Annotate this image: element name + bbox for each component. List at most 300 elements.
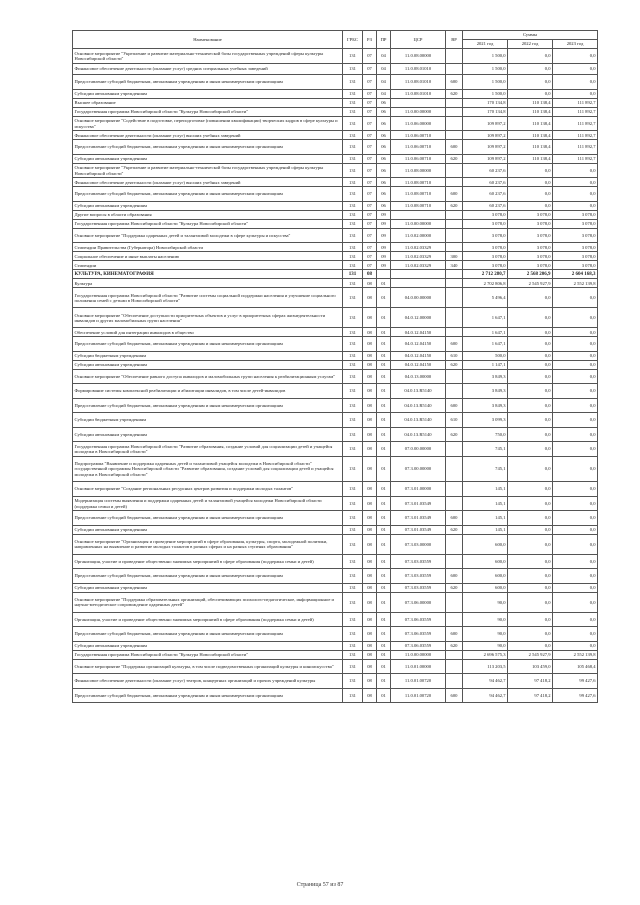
- cell-2022: 3 078,0: [508, 261, 553, 270]
- cell-rz: 08: [363, 270, 377, 279]
- cell-pr: 09: [377, 210, 391, 219]
- header-year-2021: 2021 год: [463, 40, 508, 49]
- cell-csr: [391, 98, 446, 107]
- cell-pr: 01: [377, 442, 391, 457]
- table-row: [73, 228, 598, 243]
- cell-2023: 0,0: [553, 187, 598, 202]
- cell-rz: 08: [363, 569, 377, 584]
- table-row: [73, 650, 598, 659]
- cell-2022: 0,0: [508, 63, 553, 75]
- cell-2021: 3 099,3: [463, 413, 508, 428]
- cell-2021: 750,0: [463, 427, 508, 442]
- header-name: Наименование: [73, 31, 343, 49]
- header-csr: ЦСР: [391, 31, 446, 49]
- cell-name: Финансовое обеспечение деятельности (оказание услуг) высших учебных заведений: [73, 131, 343, 140]
- cell-2021: 3 078,0: [463, 243, 508, 252]
- table-row: [73, 270, 598, 279]
- cell-grbs: 131: [343, 496, 363, 511]
- cell-2023: 0,0: [553, 337, 598, 352]
- cell-2022: 97 418,2: [508, 674, 553, 689]
- cell-csr: 04.0.13.R5140: [391, 398, 446, 413]
- cell-csr: 04.0.12.04150: [391, 328, 446, 337]
- table-row: [73, 63, 598, 75]
- table-row: [73, 569, 598, 584]
- cell-name: Финансовое обеспечение деятельности (оказание услуг) театров, концертных организаций и прочих учреждений культуры: [73, 674, 343, 689]
- cell-2022: 3 078,0: [508, 219, 553, 228]
- cell-vr: 620: [446, 201, 463, 210]
- cell-2023: 111 892,7: [553, 154, 598, 163]
- cell-vr: 600: [446, 140, 463, 155]
- table-row: [73, 659, 598, 674]
- cell-rz: 07: [363, 107, 377, 116]
- cell-2021: 60 237,6: [463, 178, 508, 187]
- cell-2023: 0,0: [553, 360, 598, 369]
- cell-csr: 07.3.00.00000: [391, 456, 446, 482]
- cell-pr: 01: [377, 328, 391, 337]
- cell-csr: 11.0.02.00000: [391, 228, 446, 243]
- cell-grbs: 131: [343, 569, 363, 584]
- cell-rz: 07: [363, 116, 377, 131]
- cell-csr: 04.0.12.04150: [391, 351, 446, 360]
- cell-vr: [446, 554, 463, 569]
- cell-name: Субсидии автономным учреждениям: [73, 427, 343, 442]
- cell-rz: 08: [363, 279, 377, 288]
- cell-csr: 04.0.13.R5140: [391, 384, 446, 399]
- table-row: [73, 496, 598, 511]
- cell-pr: 06: [377, 116, 391, 131]
- cell-2023: 111 892,7: [553, 140, 598, 155]
- cell-csr: 11.0.08.00000: [391, 163, 446, 178]
- cell-csr: 11.0.06.00710: [391, 154, 446, 163]
- cell-pr: 01: [377, 351, 391, 360]
- cell-2021: 3 078,0: [463, 261, 508, 270]
- cell-2021: 600,0: [463, 583, 508, 592]
- cell-vr: 600: [446, 627, 463, 642]
- cell-2023: 99 427,6: [553, 674, 598, 689]
- cell-csr: 11.0.02.03329: [391, 243, 446, 252]
- cell-grbs: 131: [343, 308, 363, 328]
- cell-name: Социальное обеспечение и иные выплаты населению: [73, 252, 343, 261]
- cell-vr: [446, 243, 463, 252]
- cell-vr: [446, 98, 463, 107]
- table-row: [73, 210, 598, 219]
- cell-grbs: 131: [343, 525, 363, 534]
- cell-pr: 01: [377, 427, 391, 442]
- cell-grbs: 131: [343, 442, 363, 457]
- cell-csr: 11.0.08.01010: [391, 75, 446, 90]
- cell-rz: 07: [363, 163, 377, 178]
- cell-rz: 07: [363, 63, 377, 75]
- cell-name: Основное мероприятие "Содействие в подготовке, переподготовке (повышении квалификации) творческих кадров в сфере культуры и искусства": [73, 116, 343, 131]
- cell-rz: 07: [363, 178, 377, 187]
- cell-name: Субсидии автономным учреждениям: [73, 89, 343, 98]
- table-row: [73, 427, 598, 442]
- cell-csr: [391, 279, 446, 288]
- cell-vr: 600: [446, 337, 463, 352]
- cell-vr: 620: [446, 89, 463, 98]
- cell-name: Государственная программа Новосибирской области "Развитие системы социальной поддержки населения и улучшение социального положения семей с детьми в Новосибирской области": [73, 288, 343, 308]
- cell-csr: 07.3.06.03559: [391, 612, 446, 627]
- cell-csr: 07.3.06.03559: [391, 641, 446, 650]
- cell-2023: 0,0: [553, 627, 598, 642]
- cell-pr: 01: [377, 384, 391, 399]
- cell-grbs: 131: [343, 75, 363, 90]
- cell-2021: 3 849,3: [463, 369, 508, 384]
- cell-2022: 0,0: [508, 398, 553, 413]
- cell-rz: 07: [363, 154, 377, 163]
- cell-pr: 01: [377, 369, 391, 384]
- cell-rz: 07: [363, 261, 377, 270]
- table-row: [73, 89, 598, 98]
- cell-vr: 620: [446, 427, 463, 442]
- cell-vr: 620: [446, 360, 463, 369]
- cell-pr: 06: [377, 201, 391, 210]
- cell-pr: 06: [377, 107, 391, 116]
- cell-2021: 2 696 575,3: [463, 650, 508, 659]
- table-row: [73, 337, 598, 352]
- cell-pr: 01: [377, 659, 391, 674]
- cell-2021: 90,0: [463, 592, 508, 612]
- cell-name: Основное мероприятие "Обеспечение равного доступа инвалидов и маломобильных групп населения к реабилитационным услугам": [73, 369, 343, 384]
- cell-pr: 01: [377, 337, 391, 352]
- cell-csr: 07.3.01.03549: [391, 511, 446, 526]
- cell-csr: 04.0.00.00000: [391, 288, 446, 308]
- cell-2022: 0,0: [508, 482, 553, 497]
- cell-vr: [446, 49, 463, 64]
- cell-pr: 09: [377, 219, 391, 228]
- cell-pr: 01: [377, 398, 391, 413]
- cell-name: Основное мероприятие "Укрепление и развитие материально-технической базы государственных учреждений сферы культуры Новосибирской области": [73, 49, 343, 64]
- cell-grbs: 131: [343, 360, 363, 369]
- cell-2021: 600,0: [463, 554, 508, 569]
- cell-vr: [446, 288, 463, 308]
- cell-rz: 08: [363, 328, 377, 337]
- cell-vr: 620: [446, 154, 463, 163]
- cell-csr: 11.0.02.03329: [391, 252, 446, 261]
- cell-2021: 3 078,0: [463, 219, 508, 228]
- cell-2022: 0,0: [508, 427, 553, 442]
- cell-vr: [446, 442, 463, 457]
- table-row: [73, 288, 598, 308]
- cell-pr: 06: [377, 131, 391, 140]
- cell-vr: 620: [446, 525, 463, 534]
- cell-csr: 07.3.06.03559: [391, 627, 446, 642]
- cell-pr: 01: [377, 674, 391, 689]
- cell-2022: 0,0: [508, 627, 553, 642]
- cell-2021: 1 147,1: [463, 360, 508, 369]
- table-row: [73, 442, 598, 457]
- cell-pr: 04: [377, 89, 391, 98]
- cell-2023: 0,0: [553, 178, 598, 187]
- cell-grbs: 131: [343, 210, 363, 219]
- cell-rz: 08: [363, 688, 377, 703]
- cell-rz: 07: [363, 89, 377, 98]
- cell-name: Основное мероприятие "Обеспечение доступности приоритетных объектов и услуг в приоритетных сферах жизнедеятельности инвалидов и других маломобильных групп населения": [73, 308, 343, 328]
- table-row: [73, 688, 598, 703]
- cell-2022: 0,0: [508, 554, 553, 569]
- cell-2022: 0,0: [508, 163, 553, 178]
- cell-csr: 11.0.02.03329: [391, 261, 446, 270]
- cell-vr: [446, 456, 463, 482]
- cell-vr: [446, 308, 463, 328]
- cell-2023: 3 078,0: [553, 243, 598, 252]
- table-body: [73, 49, 598, 703]
- table-row: [73, 154, 598, 163]
- table-row: [73, 252, 598, 261]
- header-rz: РЗ: [363, 31, 377, 49]
- cell-rz: 08: [363, 592, 377, 612]
- cell-rz: 08: [363, 337, 377, 352]
- cell-pr: 09: [377, 243, 391, 252]
- cell-vr: [446, 270, 463, 279]
- cell-2021: 60 237,6: [463, 201, 508, 210]
- cell-rz: 08: [363, 482, 377, 497]
- cell-rz: 08: [363, 511, 377, 526]
- cell-2023: 3 078,0: [553, 252, 598, 261]
- cell-vr: 620: [446, 583, 463, 592]
- cell-rz: 07: [363, 228, 377, 243]
- cell-name: Предоставление субсидий бюджетным, автономным учреждениям и иным некоммерческим организациям: [73, 569, 343, 584]
- cell-csr: [391, 210, 446, 219]
- cell-grbs: 131: [343, 482, 363, 497]
- cell-name: Субсидии автономным учреждениям: [73, 525, 343, 534]
- cell-pr: 01: [377, 308, 391, 328]
- cell-2021: 1 500,0: [463, 89, 508, 98]
- table-row: [73, 131, 598, 140]
- cell-pr: 04: [377, 49, 391, 64]
- cell-csr: 11.0.06.00710: [391, 131, 446, 140]
- cell-name: КУЛЬТУРА, КИНЕМАТОГРАФИЯ: [73, 270, 343, 279]
- cell-2022: 0,0: [508, 641, 553, 650]
- cell-csr: 04.0.12.04150: [391, 337, 446, 352]
- cell-name: Основное мероприятие "Поддержка образовательных организаций, обеспечивающих психолого-педагогическое, информационное и научно-методическое сопровождение одаренных детей": [73, 592, 343, 612]
- cell-grbs: 131: [343, 351, 363, 360]
- cell-2021: 113 203,5: [463, 659, 508, 674]
- cell-name: Основное мероприятие "Создание региональных ресурсных центров развития и поддержки молодых талантов": [73, 482, 343, 497]
- cell-2023: 3 078,0: [553, 228, 598, 243]
- cell-pr: 09: [377, 261, 391, 270]
- cell-pr: 01: [377, 650, 391, 659]
- cell-rz: 07: [363, 140, 377, 155]
- cell-2022: 3 078,0: [508, 210, 553, 219]
- table-row: [73, 534, 598, 554]
- cell-grbs: 131: [343, 107, 363, 116]
- cell-name: Субсидии автономным учреждениям: [73, 201, 343, 210]
- cell-rz: 08: [363, 369, 377, 384]
- cell-2022: 0,0: [508, 201, 553, 210]
- cell-2022: 0,0: [508, 89, 553, 98]
- table-row: [73, 627, 598, 642]
- cell-2022: 0,0: [508, 413, 553, 428]
- cell-2021: 1 500,0: [463, 63, 508, 75]
- cell-csr: 07.3.06.00000: [391, 592, 446, 612]
- cell-rz: 07: [363, 187, 377, 202]
- cell-pr: 01: [377, 456, 391, 482]
- table-row: [73, 308, 598, 328]
- cell-2023: 111 892,7: [553, 107, 598, 116]
- cell-2023: 0,0: [553, 525, 598, 534]
- cell-2021: 94 462,7: [463, 674, 508, 689]
- cell-name: Стипендии Правительства (Губернатора) Новосибирской области: [73, 243, 343, 252]
- table-row: [73, 360, 598, 369]
- cell-name: Основное мероприятие "Организация и проведение мероприятий в сфере образования, культуры, спорта, молодежной политики, направленных на выявление и развитие молодых талантов в разных сферах и на разных ступенях образования": [73, 534, 343, 554]
- cell-grbs: 131: [343, 89, 363, 98]
- cell-csr: 11.0.06.00000: [391, 116, 446, 131]
- table-row: [73, 243, 598, 252]
- cell-vr: [446, 482, 463, 497]
- cell-grbs: 131: [343, 131, 363, 140]
- table-row: [73, 201, 598, 210]
- cell-vr: [446, 659, 463, 674]
- cell-vr: [446, 63, 463, 75]
- cell-rz: 08: [363, 442, 377, 457]
- cell-name: Основное мероприятие "Поддержка организаций культуры, в том числе подведомственных организаций культуры и киноискусства": [73, 659, 343, 674]
- cell-2023: 111 892,7: [553, 131, 598, 140]
- cell-grbs: 131: [343, 511, 363, 526]
- cell-2023: 0,0: [553, 75, 598, 90]
- cell-csr: 04.0.12.00000: [391, 308, 446, 328]
- cell-2021: 60 237,6: [463, 187, 508, 202]
- cell-2023: 0,0: [553, 442, 598, 457]
- cell-grbs: 131: [343, 187, 363, 202]
- budget-sheet: [72, 30, 597, 703]
- table-row: [73, 583, 598, 592]
- cell-pr: 01: [377, 279, 391, 288]
- cell-csr: 07.3.03.00000: [391, 534, 446, 554]
- cell-grbs: 131: [343, 178, 363, 187]
- cell-vr: 600: [446, 688, 463, 703]
- cell-2022: 110 138,4: [508, 116, 553, 131]
- cell-grbs: 131: [343, 154, 363, 163]
- cell-2021: 109 897,2: [463, 154, 508, 163]
- cell-2021: 3 078,0: [463, 252, 508, 261]
- cell-rz: 07: [363, 75, 377, 90]
- cell-pr: 06: [377, 98, 391, 107]
- cell-rz: 08: [363, 641, 377, 650]
- cell-grbs: 131: [343, 583, 363, 592]
- cell-csr: 11.0.00.00000: [391, 107, 446, 116]
- header-grbs: ГРБС: [343, 31, 363, 49]
- table-row: [73, 413, 598, 428]
- table-row: [73, 75, 598, 90]
- cell-rz: 07: [363, 219, 377, 228]
- cell-2023: 0,0: [553, 163, 598, 178]
- cell-2023: 0,0: [553, 328, 598, 337]
- cell-2021: 170 134,8: [463, 107, 508, 116]
- cell-csr: 11.0.08.00710: [391, 187, 446, 202]
- cell-2022: 0,0: [508, 511, 553, 526]
- cell-2022: 2 568 206,9: [508, 270, 553, 279]
- cell-2022: 97 418,2: [508, 688, 553, 703]
- cell-2021: 1 647,1: [463, 308, 508, 328]
- cell-grbs: 131: [343, 398, 363, 413]
- cell-vr: [446, 228, 463, 243]
- cell-name: Субсидии бюджетным учреждениям: [73, 413, 343, 428]
- cell-name: Предоставление субсидий бюджетным, автономным учреждениям и иным некоммерческим организациям: [73, 398, 343, 413]
- cell-pr: 01: [377, 511, 391, 526]
- cell-csr: 07.3.01.03549: [391, 496, 446, 511]
- table-row: [73, 674, 598, 689]
- cell-2021: 3 849,3: [463, 398, 508, 413]
- cell-pr: 01: [377, 583, 391, 592]
- header-pr: ПР: [377, 31, 391, 49]
- cell-rz: 07: [363, 252, 377, 261]
- cell-pr: 04: [377, 63, 391, 75]
- cell-2021: 145,1: [463, 482, 508, 497]
- cell-pr: 06: [377, 154, 391, 163]
- cell-vr: [446, 592, 463, 612]
- cell-vr: [446, 178, 463, 187]
- cell-grbs: 131: [343, 163, 363, 178]
- cell-2023: 0,0: [553, 612, 598, 627]
- cell-2023: 0,0: [553, 482, 598, 497]
- cell-2022: 110 138,4: [508, 154, 553, 163]
- cell-pr: 01: [377, 534, 391, 554]
- cell-2022: 0,0: [508, 525, 553, 534]
- table-row: [73, 163, 598, 178]
- cell-2022: 0,0: [508, 75, 553, 90]
- cell-grbs: 131: [343, 201, 363, 210]
- page-number: Страница 57 из 87: [296, 882, 344, 888]
- cell-rz: 08: [363, 525, 377, 534]
- cell-2021: 3 849,3: [463, 384, 508, 399]
- cell-name: Организация, участие и проведение общественно значимых мероприятий в сфере образования (поддержка семьи и детей): [73, 612, 343, 627]
- cell-vr: [446, 612, 463, 627]
- cell-name: Субсидии автономным учреждениям: [73, 154, 343, 163]
- cell-vr: [446, 163, 463, 178]
- cell-rz: 08: [363, 674, 377, 689]
- cell-2023: 0,0: [553, 351, 598, 360]
- cell-2021: 145,1: [463, 496, 508, 511]
- cell-grbs: 131: [343, 369, 363, 384]
- cell-name: Субсидии автономным учреждениям: [73, 641, 343, 650]
- cell-vr: [446, 131, 463, 140]
- cell-rz: 08: [363, 534, 377, 554]
- cell-2023: 0,0: [553, 89, 598, 98]
- cell-grbs: 131: [343, 554, 363, 569]
- cell-2022: 2 545 927,9: [508, 279, 553, 288]
- cell-2021: 500,0: [463, 351, 508, 360]
- cell-rz: 08: [363, 413, 377, 428]
- cell-vr: 600: [446, 569, 463, 584]
- table-row: [73, 187, 598, 202]
- cell-2022: 0,0: [508, 569, 553, 584]
- cell-vr: 600: [446, 398, 463, 413]
- cell-pr: 01: [377, 569, 391, 584]
- cell-2021: 170 134,8: [463, 98, 508, 107]
- cell-pr: 01: [377, 688, 391, 703]
- cell-grbs: 131: [343, 659, 363, 674]
- cell-pr: 01: [377, 288, 391, 308]
- cell-pr: 01: [377, 525, 391, 534]
- cell-rz: 08: [363, 308, 377, 328]
- table-row: [73, 482, 598, 497]
- cell-2023: 0,0: [553, 554, 598, 569]
- cell-2022: 0,0: [508, 178, 553, 187]
- cell-rz: 08: [363, 612, 377, 627]
- cell-pr: 01: [377, 641, 391, 650]
- cell-vr: [446, 116, 463, 131]
- cell-rz: 07: [363, 243, 377, 252]
- cell-csr: 11.0.01.00720: [391, 674, 446, 689]
- cell-2022: 0,0: [508, 337, 553, 352]
- cell-2022: 0,0: [508, 534, 553, 554]
- cell-vr: 600: [446, 187, 463, 202]
- cell-2021: 745,1: [463, 442, 508, 457]
- cell-grbs: 131: [343, 688, 363, 703]
- cell-vr: [446, 650, 463, 659]
- cell-grbs: 131: [343, 337, 363, 352]
